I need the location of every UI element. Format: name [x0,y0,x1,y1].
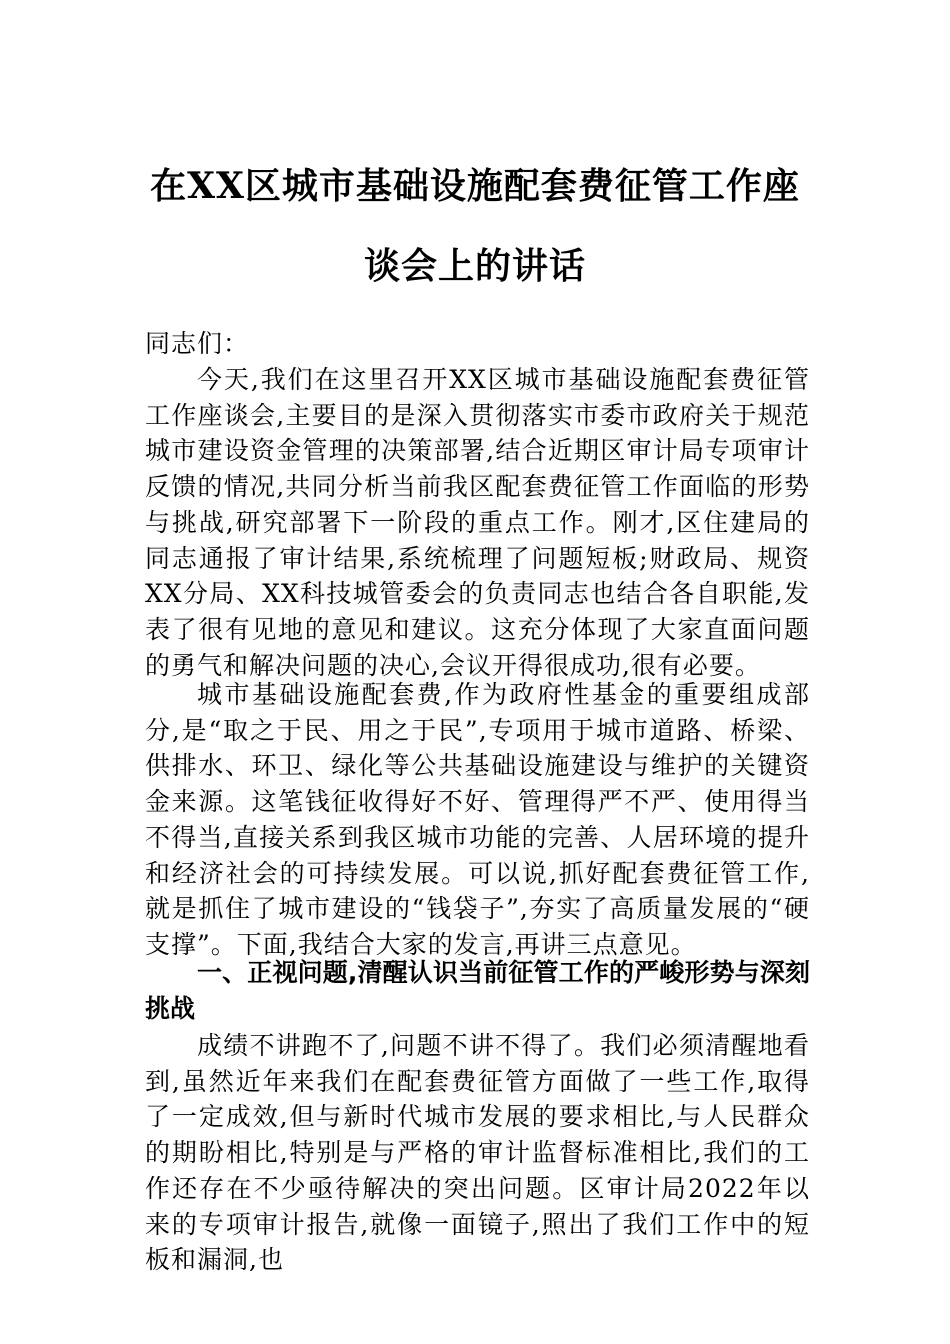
paragraph-2: 城市基础设施配套费,作为政府性基金的重要组成部分,是“取之于民、用之于民”,专项用于城市道路、桥梁、供排水、环卫、绿化等公共基础设施建设与维护的关键资金来源。这笔钱征收得好不好、管理得严不严、使用得当不得当,直接关系到我区城市功能的完善、人居环境的提升和经济社会的可持续发展。可以说,抓好配套费征管工作,就是抓住了城市建设的“钱袋子”,夯实了高质量发展的“硬支撑”。下面,我结合大家的发言,再讲三点意见。 [145,680,810,959]
section-heading-1: 一、正视问题,清醒认识当前征管工作的严峻形势与深刻挑战 [145,958,810,1023]
paragraph-1: 今天,我们在这里召开XX区城市基础设施配套费征管工作座谈会,主要目的是深入贯彻落实市委市政府关于规范城市建设资金管理的决策部署,结合近期区审计局专项审计反馈的情况,共同分析当前我区配套费征管工作面临的形势与挑战,研究部署下一阶段的重点工作。刚才,区住建局的同志通报了审计结果,系统梳理了问题短板;财政局、规资XX分局、XX科技城管委会的负责同志也结合各自职能,发表了很有见地的意见和建议。这充分体现了大家直面问题的勇气和解决问题的决心,会议开得很成功,很有必要。 [145,365,810,680]
document-title: 在XX区城市基础设施配套费征管工作座谈会上的讲话 [150,165,800,287]
greeting: 同志们： [145,329,250,358]
paragraph-3: 成绩不讲跑不了,问题不讲不得了。我们必须清醒地看到,虽然近年来我们在配套费征管方面做了一些工作,取得了一定成效,但与新时代城市发展的要求相比,与人民群众的期盼相比,特别是与严格的审计监督标准相比,我们的工作还存在不少亟待解决的突出问题。区审计局2022年以来的专项审计报告,就像一面镜子,照出了我们工作中的短板和漏洞,也 [145,1031,810,1275]
